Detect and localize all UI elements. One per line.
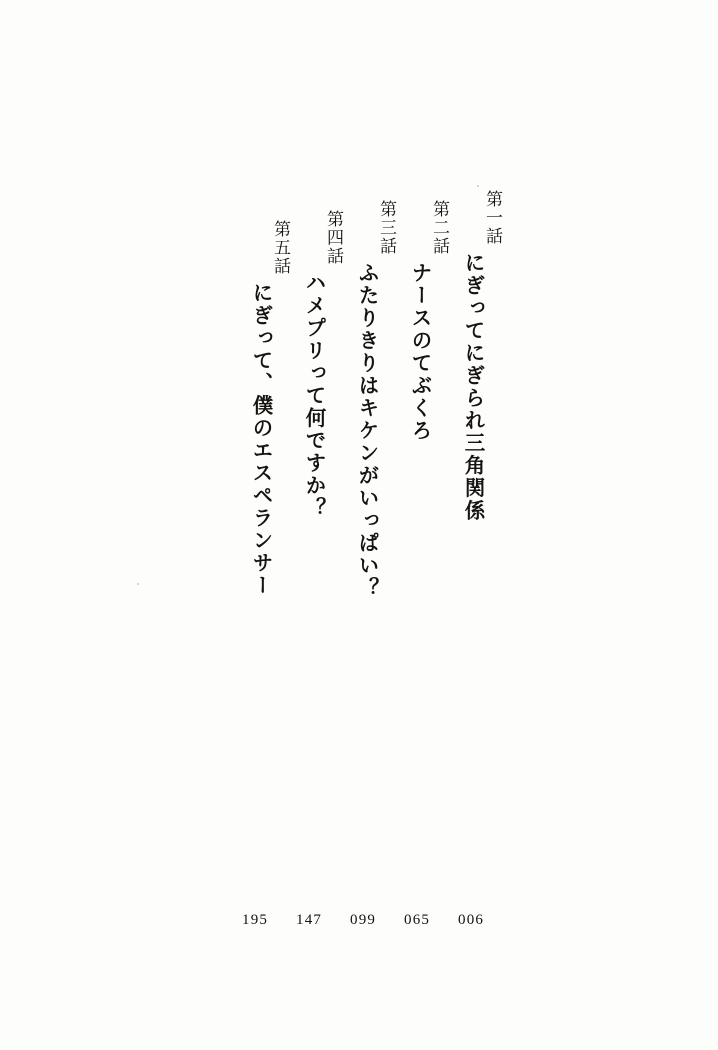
toc-entry	[410, 200, 448, 442]
toc-page-number: 099	[350, 912, 377, 928]
toc-entry-label: 第四話	[323, 210, 343, 266]
toc-entry-label: 第三話	[376, 200, 396, 256]
toc-entry-title: ナースのてぶくろ	[408, 262, 432, 442]
table-of-contents	[0, 178, 718, 818]
toc-page-number: 195	[242, 912, 269, 928]
toc-entry	[463, 190, 501, 522]
toc-page-number: 147	[296, 912, 323, 928]
toc-entry-label: 第五話	[270, 220, 290, 276]
toc-entry	[251, 220, 289, 597]
toc-entry-label: 第二話	[429, 200, 449, 256]
toc-page-number: 065	[404, 912, 431, 928]
toc-entry-title: にぎってにぎられ三角関係	[461, 252, 485, 522]
toc-entry-label: 第一話	[482, 190, 502, 246]
toc-page-number-row	[0, 912, 718, 938]
toc-entry-title: にぎって、僕のエスペランサー	[249, 282, 273, 597]
toc-page-number: 006	[458, 912, 485, 928]
toc-entry	[357, 200, 395, 600]
toc-entry-title: ハメプリって何ですか？	[302, 272, 326, 520]
toc-entry	[304, 210, 342, 520]
toc-entry-title: ふたりきりはキケンがいっぱい？	[355, 262, 379, 600]
